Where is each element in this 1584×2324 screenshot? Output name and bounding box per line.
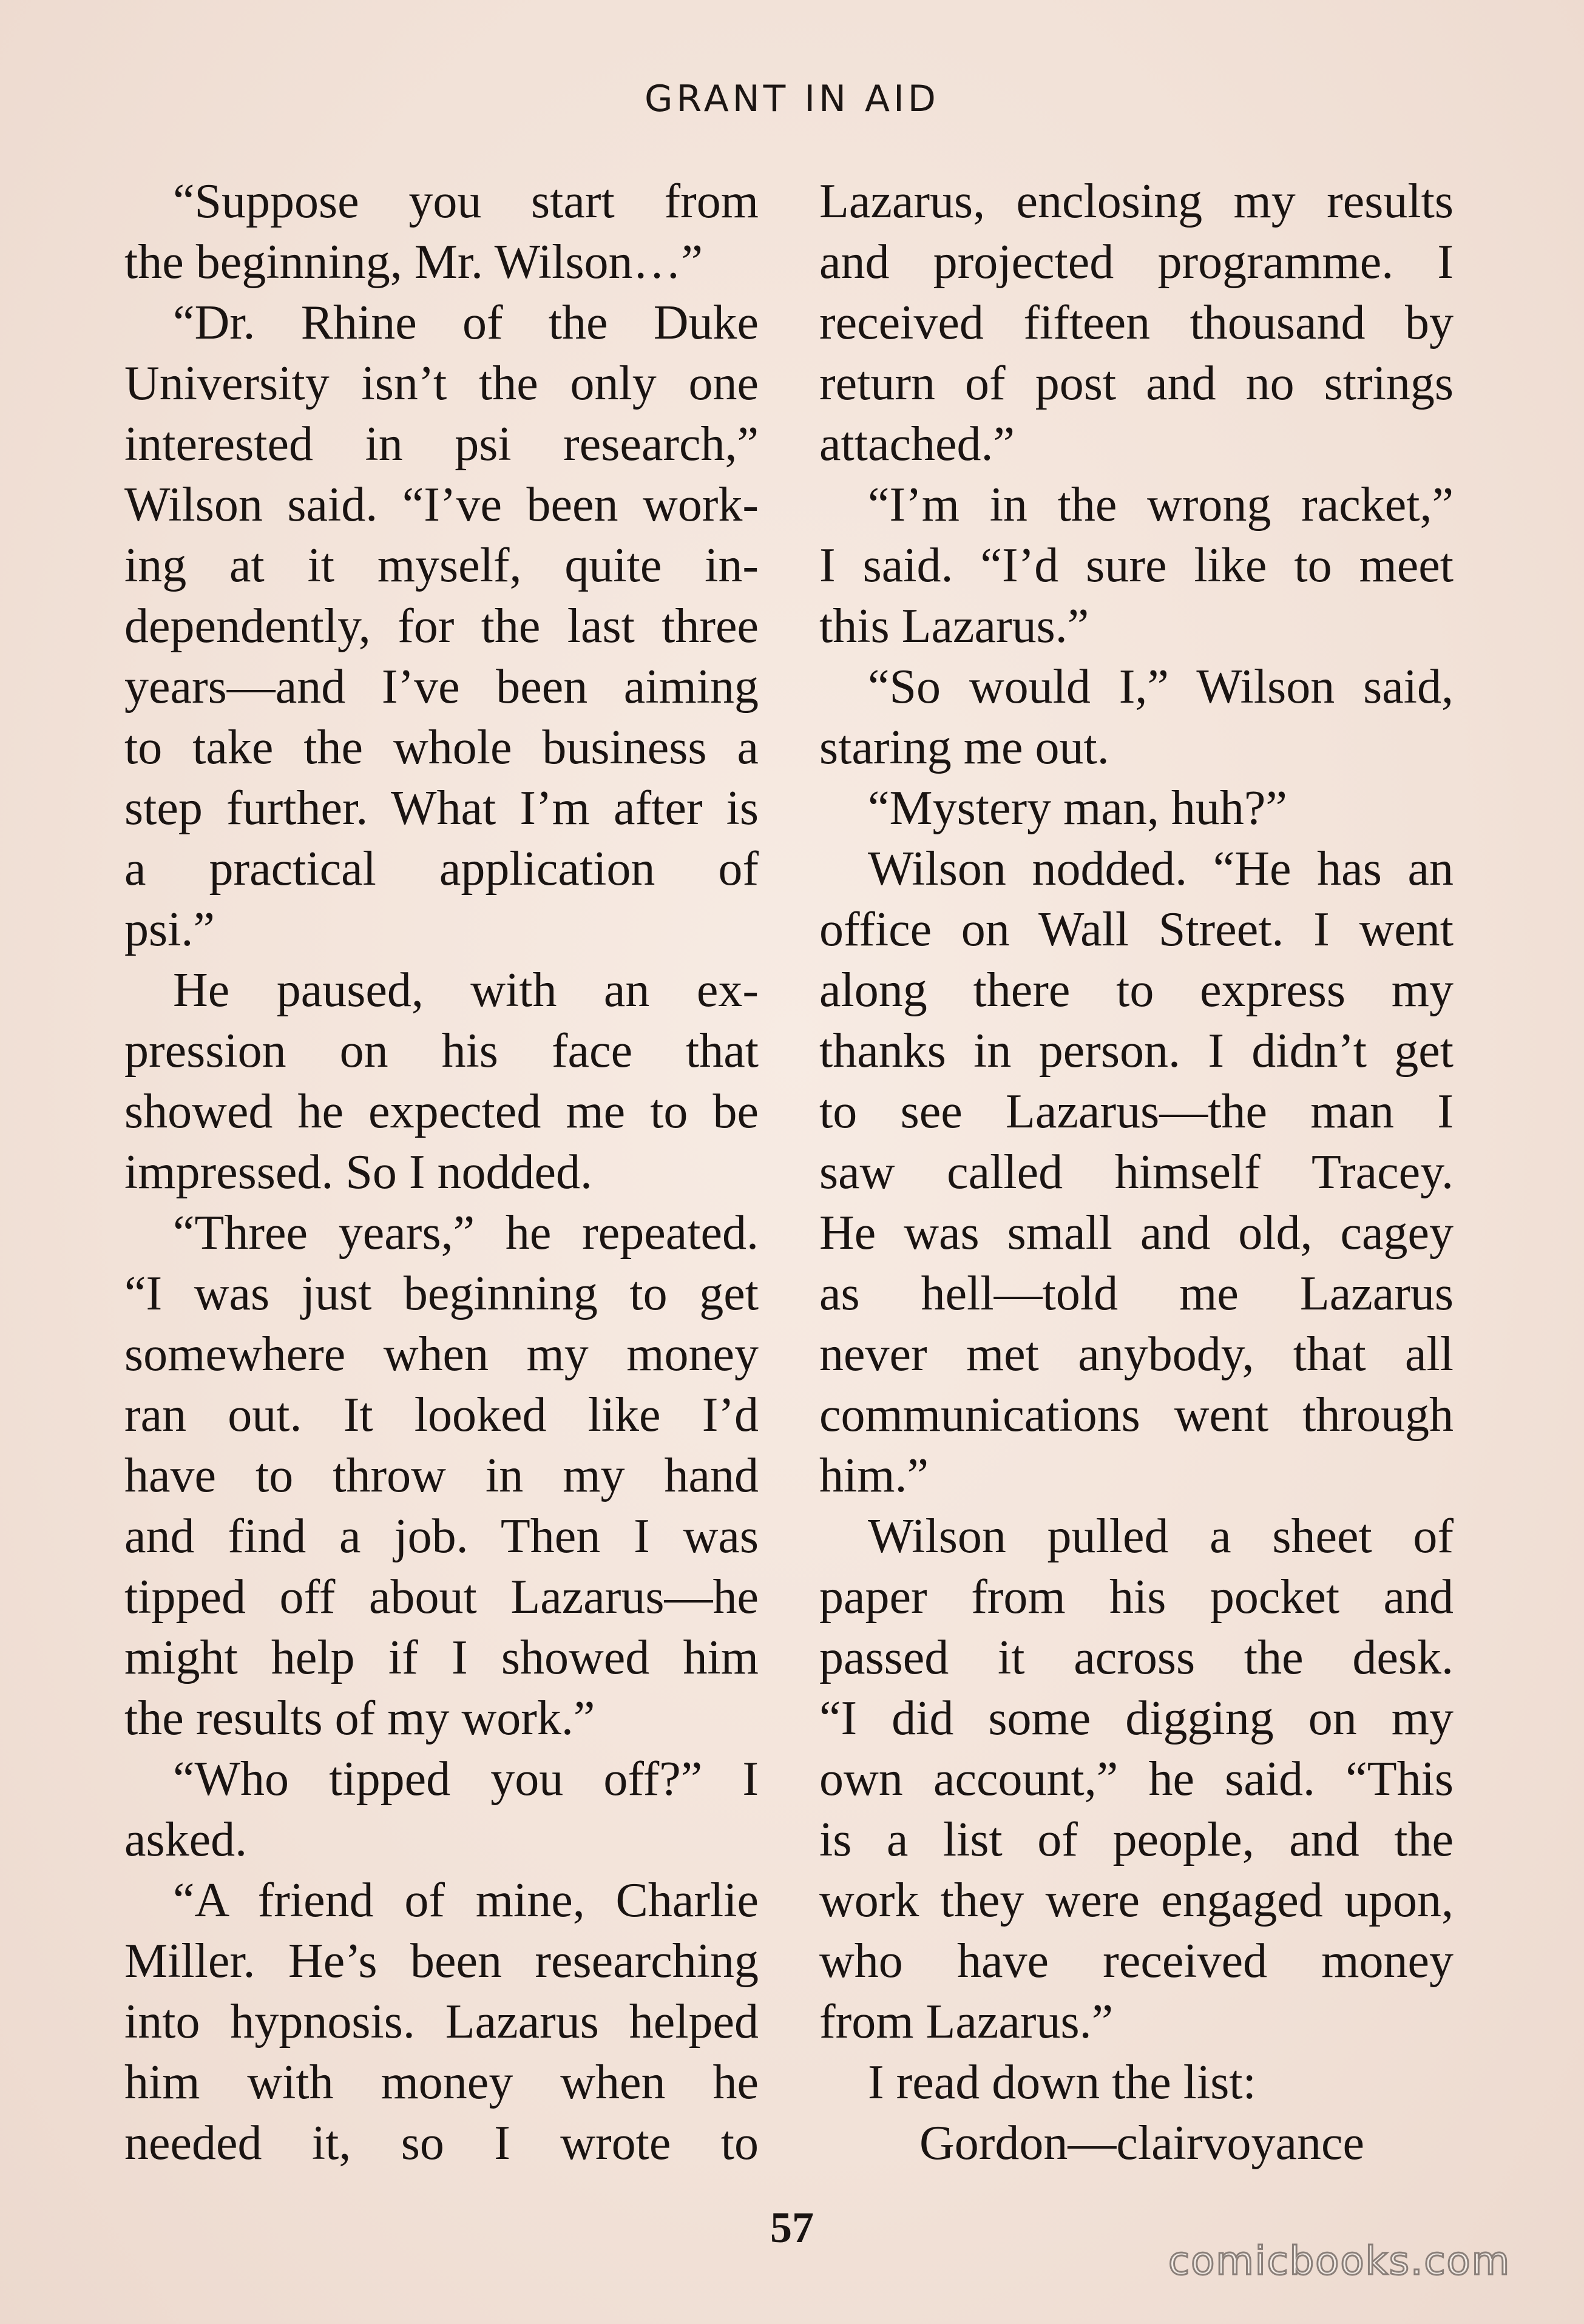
text-line: “Three years,” he repeated. [173, 1206, 759, 1260]
text-line: passed it across the desk. [819, 1631, 1454, 1684]
text-line: have to throw in my hand [124, 1449, 759, 1502]
text-line: work they were engaged upon, [819, 1874, 1454, 1927]
text-line: needed it, so I wrote to [124, 2116, 759, 2170]
text-line: Wilson pulled a sheet of [868, 1510, 1454, 1563]
text-line: Lazarus, enclosing my results [819, 175, 1454, 228]
text-line: Gordon—clairvoyance [919, 2116, 1365, 2170]
running-header: GRANT IN AID [645, 78, 939, 120]
text-line: to take the whole business a [124, 721, 759, 774]
text-line: and projected programme. I [819, 235, 1454, 289]
text-line: showed he expected me to be [124, 1085, 759, 1138]
text-line: communications went through [819, 1388, 1454, 1442]
text-line: “Mystery man, huh?” [868, 782, 1287, 835]
text-line: him.” [819, 1449, 929, 1502]
text-line: step further. What I’m after is [124, 782, 759, 835]
text-line: somewhere when my money [124, 1328, 759, 1381]
text-line: psi.” [124, 903, 215, 956]
text-line: interested in psi research,” [124, 417, 759, 471]
text-line: Wilson nodded. “He has an [868, 842, 1454, 896]
text-line: “So would I,” Wilson said, [868, 660, 1454, 714]
text-line: might help if I showed him [124, 1631, 759, 1684]
text-line: tipped off about Lazarus—he [124, 1570, 759, 1624]
text-line: the results of my work.” [124, 1692, 595, 1745]
text-line: received fifteen thousand by [819, 296, 1454, 350]
text-line: who have received money [819, 1934, 1454, 1988]
text-line: paper from his pocket and [819, 1570, 1454, 1624]
text-line: into hypnosis. Lazarus helped [124, 1995, 759, 2049]
text-line: this Lazarus.” [819, 600, 1089, 653]
text-line: pression on his face that [124, 1024, 759, 1078]
text-line: ing at it myself, quite in- [124, 539, 759, 592]
text-column-left [124, 171, 759, 2174]
text-line: a practical application of [124, 842, 759, 896]
page-number: 57 [770, 2203, 814, 2252]
text-line: along there to express my [819, 964, 1454, 1017]
text-line: is a list of people, and the [819, 1813, 1454, 1866]
text-line: “Suppose you start from [173, 175, 759, 228]
text-line: office on Wall Street. I went [819, 903, 1454, 956]
text-line: He was small and old, cagey [819, 1206, 1454, 1260]
text-line: years—and I’ve been aiming [124, 660, 759, 714]
text-line: to see Lazarus—the man I [819, 1085, 1454, 1138]
text-line: “I was just beginning to get [124, 1267, 759, 1320]
text-line: from Lazarus.” [819, 1995, 1114, 2049]
text-line: saw called himself Tracey. [819, 1146, 1454, 1199]
text-line: own account,” he said. “This [819, 1752, 1454, 1806]
text-line: I read down the list: [868, 2056, 1256, 2109]
text-line: return of post and no strings [819, 357, 1454, 410]
text-line: impressed. So I nodded. [124, 1146, 593, 1199]
text-line: Wilson said. “I’ve been work- [124, 478, 759, 532]
text-line: him with money when he [124, 2056, 759, 2109]
text-line: the beginning, Mr. Wilson…” [124, 235, 703, 289]
text-line: I said. “I’d sure like to meet [819, 539, 1454, 592]
text-line: and find a job. Then I was [124, 1510, 759, 1563]
text-line: “Who tipped you off?” I [173, 1752, 759, 1806]
text-line: He paused, with an ex- [173, 964, 759, 1017]
text-line: Miller. He’s been researching [124, 1934, 759, 1988]
text-line: “I did some digging on my [819, 1692, 1454, 1745]
text-line: ran out. It looked like I’d [124, 1388, 759, 1442]
text-line: “I’m in the wrong racket,” [868, 478, 1454, 532]
text-line: asked. [124, 1813, 248, 1866]
text-line: thanks in person. I didn’t get [819, 1024, 1454, 1078]
text-line: as hell—told me Lazarus [819, 1267, 1454, 1320]
text-line: University isn’t the only one [124, 357, 759, 410]
text-line: attached.” [819, 417, 1015, 471]
text-line: never met anybody, that all [819, 1328, 1454, 1381]
text-column-right [819, 171, 1454, 2174]
text-line: “A friend of mine, Charlie [173, 1874, 759, 1927]
text-line: dependently, for the last three [124, 600, 759, 653]
text-line: “Dr. Rhine of the Duke [173, 296, 759, 350]
text-line: staring me out. [819, 721, 1109, 774]
watermark: comicbooks.com [1168, 2239, 1511, 2284]
